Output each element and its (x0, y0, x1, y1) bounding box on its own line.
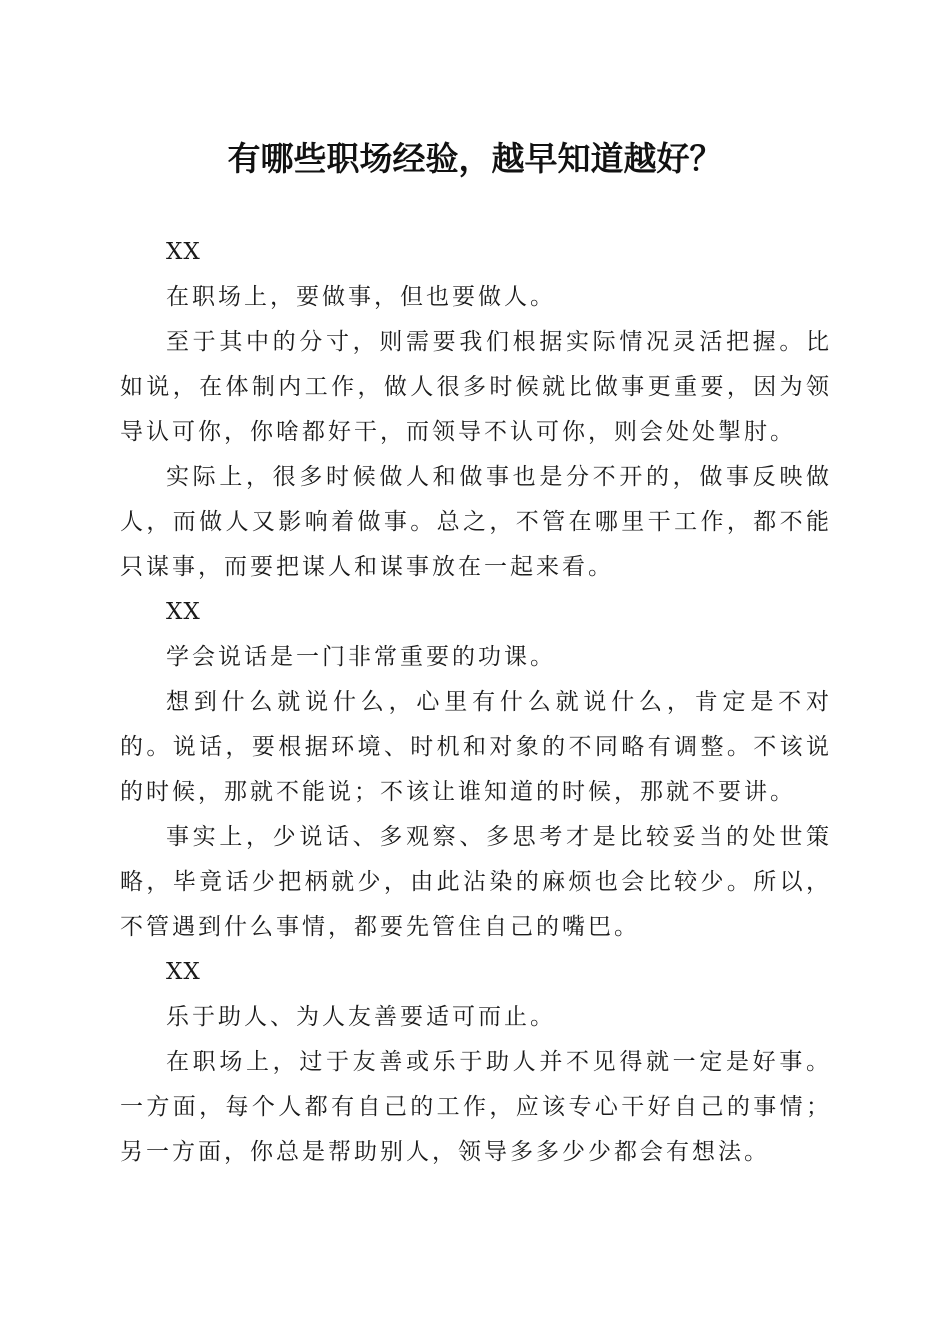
paragraph: 实际上，很多时候做人和做事也是分不开的，做事反映做人，而做人又影响着做事。总之，不管在哪里干工作，都不能只谋事，而要把谋人和谋事放在一起来看。 (120, 464, 832, 580)
paragraph: 想到什么就说什么，心里有什么就说什么，肯定是不对的。说话，要根据环境、时机和对象的不同略有调整。不该说的时候，那就不能说；不该让谁知道的时候，那就不要讲。 (120, 689, 832, 805)
document-title: 有哪些职场经验，越早知道越好？ (227, 139, 723, 178)
paragraph: 在职场上，要做事，但也要做人。 (166, 284, 556, 310)
document-body (120, 230, 832, 1175)
paragraph: 学会说话是一门非常重要的功课。 (166, 644, 556, 670)
paragraph: 至于其中的分寸，则需要我们根据实际情况灵活把握。比如说，在体制内工作，做人很多时候就比做事更重要，因为领导认可你，你啥都好干，而领导不认可你，则会处处掣肘。 (120, 329, 832, 445)
section-heading-3: XX (166, 959, 201, 985)
paragraph: 乐于助人、为人友善要适可而止。 (166, 1004, 556, 1030)
paragraph: 在职场上，过于友善或乐于助人并不见得就一定是好事。一方面，每个人都有自己的工作，应该专心干好自己的事情；另一方面，你总是帮助别人，领导多多少少都会有想法。 (120, 1049, 832, 1165)
paragraph: 事实上，少说话、多观察、多思考才是比较妥当的处世策略，毕竟话少把柄就少，由此沾染的麻烦也会比较少。所以，不管遇到什么事情，都要先管住自己的嘴巴。 (120, 824, 832, 940)
section-heading-2: XX (166, 599, 201, 625)
section-heading-1: XX (166, 239, 201, 265)
